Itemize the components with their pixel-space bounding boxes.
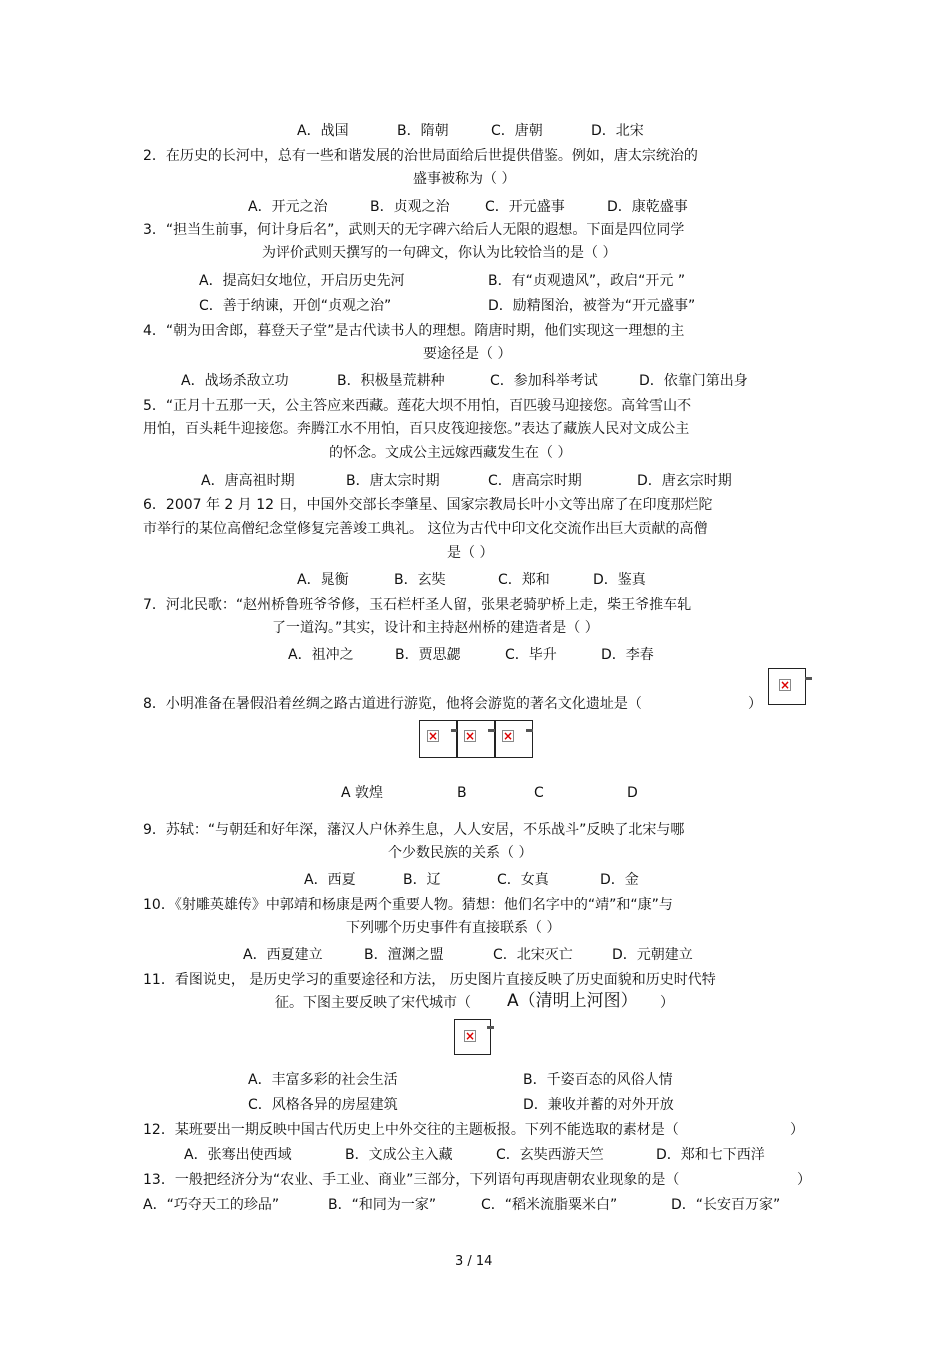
q11-paren-close: ） bbox=[660, 995, 674, 1011]
q3-stem-line1: 3．“担当生前事，何计身后名”，武则天的无字碑六给后人无限的遐想。下面是四位同学 bbox=[143, 222, 685, 238]
q13-option-a: A．“巧夺天工的珍品” bbox=[143, 1197, 280, 1213]
broken-image-icon bbox=[502, 730, 514, 742]
q5-stem-line3: 的怀念。文成公主远嫁西藏发生在（ ） bbox=[329, 445, 572, 461]
q4-stem-line1: 4．“朝为田舍郎，暮登天子堂”是古代读书人的理想。隋唐时期，他们实现这一理想的主 bbox=[143, 323, 685, 339]
broken-image-icon bbox=[779, 679, 791, 691]
q11-option-a: A．丰富多彩的社会生活 bbox=[248, 1072, 398, 1088]
q6-option-a: A．晁衡 bbox=[297, 572, 349, 588]
q13-option-d: D．“长安百万家” bbox=[671, 1197, 781, 1213]
q11-handwritten-answer: A（清明上河图） bbox=[507, 991, 638, 1011]
q13-option-c: C．“稻米流脂粟米白” bbox=[481, 1197, 618, 1213]
broken-image-placeholder bbox=[768, 668, 806, 705]
q5-option-d: D．唐玄宗时期 bbox=[637, 473, 732, 489]
q4-option-d: D．依靠门第出身 bbox=[639, 373, 748, 389]
q4-option-c: C．参加科举考试 bbox=[490, 373, 598, 389]
q3-option-b: B．有“贞观遗风”，政启“开元 ” bbox=[488, 273, 686, 289]
q6-option-b: B．玄奘 bbox=[394, 572, 446, 588]
q8-option-c: C bbox=[534, 785, 544, 801]
q13-paren-close: ） bbox=[797, 1172, 811, 1188]
q5-stem-line2: 用怕，百头耗牛迎接您。奔腾江水不用怕，百只皮筏迎接您。”表达了藏族人民对文成公主 bbox=[143, 421, 690, 437]
q6-option-c: C．郑和 bbox=[498, 572, 550, 588]
q9-option-b: B．辽 bbox=[403, 872, 441, 888]
option-c-image-placeholder bbox=[495, 720, 533, 758]
q2-option-c: C．开元盛事 bbox=[485, 199, 565, 215]
q6-stem-line2: 市举行的某位高僧纪念堂修复完善竣工典礼。 这位为古代中印文化交流作出巨大贡献的高僧 bbox=[143, 521, 708, 537]
q9-option-a: A．西夏 bbox=[304, 872, 356, 888]
q12-option-d: D．郑和七下西洋 bbox=[656, 1147, 765, 1163]
q9-option-d: D．金 bbox=[600, 872, 639, 888]
q6-stem-line1: 6．2007 年 2 月 12 日，中国外交部长李肇星、国家宗教局长叶小文等出席了在印度那烂陀 bbox=[143, 497, 713, 513]
q12-option-b: B．文成公主入藏 bbox=[345, 1147, 453, 1163]
q5-stem-line1: 5．“正月十五那一天，公主答应来西藏。莲花大坝不用怕，百匹骏马迎接您。高耸雪山不 bbox=[143, 398, 692, 414]
q11-option-c: C．风格各异的房屋建筑 bbox=[248, 1097, 398, 1113]
q4-stem-line2: 要途径是（ ） bbox=[423, 346, 512, 362]
q2-stem-line2: 盛事被称为（ ） bbox=[413, 171, 516, 187]
q8-stem-line1: 8．小明准备在暑假沿着丝绸之路古道进行游览，他将会游览的著名文化遗址是（ bbox=[143, 696, 642, 712]
q7-option-a: A．祖冲之 bbox=[288, 647, 354, 663]
q8-option-d: D bbox=[627, 785, 638, 801]
q7-stem-line1: 7．河北民歌：“赵州桥鲁班爷爷修，玉石栏杆圣人留，张果老骑驴桥上走，柴王爷推车轧 bbox=[143, 597, 692, 613]
q10-option-d: D．元朝建立 bbox=[612, 947, 693, 963]
q2-stem-line1: 2．在历史的长河中，总有一些和谐发展的治世局面给后世提供借鉴。例如，唐太宗统治的 bbox=[143, 148, 698, 164]
q10-option-b: B．澶渊之盟 bbox=[364, 947, 444, 963]
q7-option-b: B．贾思勰 bbox=[395, 647, 461, 663]
q8-paren-close: ） bbox=[748, 696, 762, 712]
q12-paren-close: ） bbox=[790, 1122, 804, 1138]
q3-stem-line2: 为评价武则天撰写的一句碑文，你认为比较恰当的是（ ） bbox=[262, 245, 617, 261]
q13-stem-line1: 13．一般把经济分为“农业、手工业、商业”三部分，下列语句再现唐朝农业现象的是（ bbox=[143, 1172, 680, 1188]
q9-option-c: C．女真 bbox=[497, 872, 549, 888]
q7-option-d: D．李春 bbox=[601, 647, 654, 663]
q2-option-b: B．贞观之治 bbox=[370, 199, 450, 215]
page-number: 3 / 14 bbox=[455, 1254, 493, 1269]
q12-option-c: C．玄奘西游天竺 bbox=[496, 1147, 604, 1163]
q2-option-a: A．开元之治 bbox=[248, 199, 328, 215]
q7-stem-line2: 了一道沟。”其实，设计和主持赵州桥的建造者是（ ） bbox=[272, 620, 599, 636]
q1-option-a: A．战国 bbox=[297, 123, 349, 139]
q11-option-d: D．兼收并蓄的对外开放 bbox=[523, 1097, 674, 1113]
q12-option-a: A．张骞出使西域 bbox=[184, 1147, 292, 1163]
q4-option-b: B．积极垦荒耕种 bbox=[337, 373, 445, 389]
q12-stem-line1: 12．某班要出一期反映中国古代历史上中外交往的主题板报。下列不能选取的素材是（ bbox=[143, 1122, 679, 1138]
option-b-image-placeholder bbox=[457, 720, 495, 758]
option-a-image-placeholder bbox=[419, 720, 457, 758]
q13-option-b: B．“和同为一家” bbox=[328, 1197, 437, 1213]
broken-image-icon bbox=[464, 730, 476, 742]
q9-stem-line2: 个少数民族的关系（ ） bbox=[388, 845, 533, 861]
q10-option-c: C．北宋灭亡 bbox=[493, 947, 573, 963]
q5-option-b: B．唐太宗时期 bbox=[346, 473, 440, 489]
q9-stem-line1: 9．苏轼：“与朝廷和好年深，藩汉人户休养生息，人人安居，不乐战斗”反映了北宋与哪 bbox=[143, 822, 685, 838]
q10-stem-line1: 10．《射雕英雄传》中郭靖和杨康是两个重要人物。猜想：他们名字中的“靖”和“康”与 bbox=[143, 897, 673, 913]
q6-option-d: D．鉴真 bbox=[593, 572, 646, 588]
q3-option-a: A．提高妇女地位，开启历史先河 bbox=[199, 273, 405, 289]
q11-stem-line1: 11．看图说史， 是历史学习的重要途径和方法， 历史图片直接反映了历史面貌和历史时代特 bbox=[143, 972, 716, 988]
broken-image-icon bbox=[464, 1030, 476, 1042]
qingming-image-placeholder bbox=[454, 1019, 491, 1055]
q2-option-d: D．康乾盛事 bbox=[607, 199, 688, 215]
q8-option-b: B bbox=[457, 785, 467, 801]
q1-option-d: D．北宋 bbox=[591, 123, 644, 139]
q7-option-c: C．毕升 bbox=[505, 647, 557, 663]
q3-option-c: C．善于纳谏，开创“贞观之治” bbox=[199, 298, 392, 314]
q11-stem-line2: 征。下图主要反映了宋代城市（ bbox=[275, 995, 471, 1011]
q1-option-b: B．隋朝 bbox=[397, 123, 449, 139]
q10-stem-line2: 下列哪个历史事件有直接联系（ ） bbox=[346, 920, 561, 936]
q4-option-a: A．战场杀敌立功 bbox=[181, 373, 289, 389]
q3-option-d: D．励精图治，被誉为“开元盛事” bbox=[488, 298, 696, 314]
q1-option-c: C．唐朝 bbox=[491, 123, 543, 139]
q10-option-a: A．西夏建立 bbox=[243, 947, 323, 963]
q5-option-c: C．唐高宗时期 bbox=[488, 473, 582, 489]
broken-image-icon bbox=[427, 730, 439, 742]
q8-option-a: A 敦煌 bbox=[341, 785, 384, 801]
q5-option-a: A．唐高祖时期 bbox=[201, 473, 295, 489]
q6-stem-line3: 是（ ） bbox=[447, 545, 494, 561]
q11-option-b: B．千姿百态的风俗人情 bbox=[523, 1072, 673, 1088]
